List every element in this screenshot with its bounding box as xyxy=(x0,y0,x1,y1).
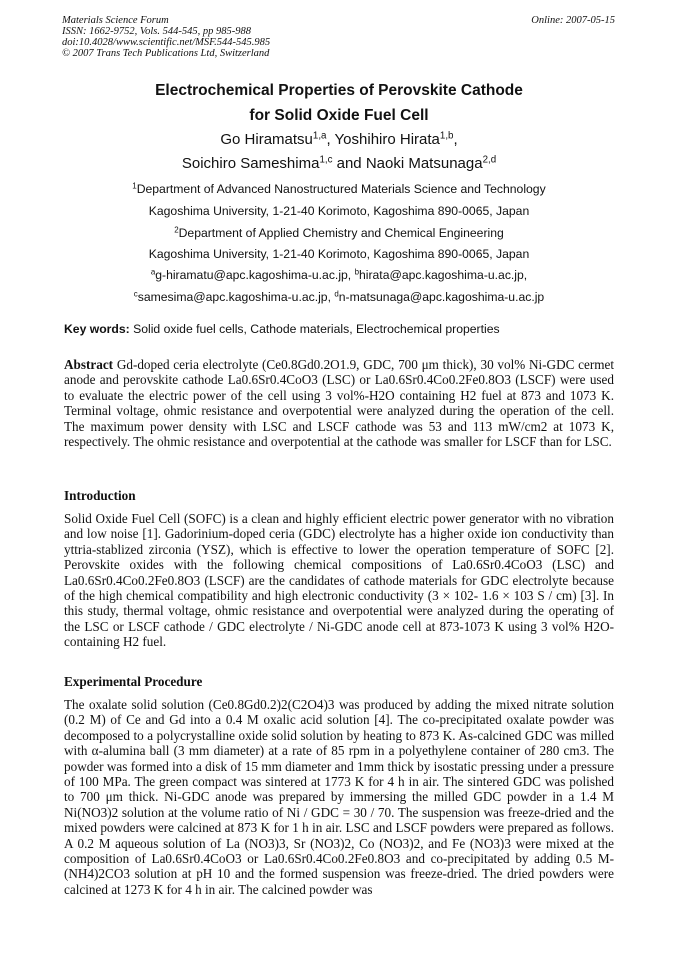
introduction-text: Solid Oxide Fuel Cell (SOFC) is a clean and highly efficient electric power generator with no vibration and low noise [1]. Gadorinium-doped ceria (GDC) electrolyte has a higher oxide ion conductivity than yttria-stablized zirconia (YSZ), which is effective to lower the operation temperature of SOFC [2]. Perovskite oxides with the following chemical compositions of La0.6Sr0.4CoO3 (LSC) and La0.6Sr0.4Co0.2Fe0.8O3 (LSCF) are the candidates of cathode materials for GDC electrolyte because of the high chemical compatibility and high electronic conductivity (3 × 102- 1.6 × 103 S / cm) [3]. In this study, thermal voltage, ohmic resistance and overpotential were analyzed during the operating of the LSC or LSCF cathode / GDC electrolyte / Ni-GDC anode cell at 873-1073 K using 3 vol% H2O- containing H2 fuel. xyxy=(64,511,614,650)
copyright-line: © 2007 Trans Tech Publications Ltd, Switzerland xyxy=(62,48,270,59)
introduction-paragraph xyxy=(64,511,614,650)
affiliation-text: Department of Applied Chemistry and Chemical Engineering xyxy=(178,226,504,240)
affiliation-text: Department of Advanced Nanostructured Materials Science and Technology xyxy=(136,182,546,196)
email-line-2 xyxy=(0,290,678,304)
experimental-paragraph xyxy=(64,697,614,897)
email-address: n-matsunaga@apc.kagoshima-u.ac.jp xyxy=(338,290,545,304)
issn-line: ISSN: 1662-9752, Vols. 544-545, pp 985-988 xyxy=(62,26,251,37)
email-address: hirata@apc.kagoshima-u.ac.jp, xyxy=(358,268,528,282)
authors-line-2 xyxy=(0,155,678,172)
abstract-paragraph xyxy=(64,357,614,449)
affiliation-mark: 1 xyxy=(132,181,137,191)
author-name: Naoki Matsunaga xyxy=(365,155,483,172)
affiliation-2-line-1 xyxy=(0,226,678,240)
author-affiliation-mark: 1,c xyxy=(319,154,333,166)
author-affiliation-mark: 1,a xyxy=(312,130,327,142)
author-affiliation-mark: 1,b xyxy=(439,130,454,142)
affiliation-mark: 2 xyxy=(174,225,179,235)
author-affiliation-mark: 2,d xyxy=(482,154,497,166)
keywords xyxy=(64,322,500,336)
email-address: samesima@apc.kagoshima-u.ac.jp, xyxy=(137,290,331,304)
email-mark: c xyxy=(133,289,138,299)
keywords-text: Solid oxide fuel cells, Cathode materials, Electrochemical properties xyxy=(133,322,500,336)
affiliation-2-line-2: Kagoshima University, 1-21-40 Korimoto, Kagoshima 890-0065, Japan xyxy=(148,247,530,261)
experimental-text: The oxalate solid solution (Ce0.8Gd0.2)2(C2O4)3 was produced by adding the mixed nitrate solution (0.2 M) of Ce and Gd into a 0.4 M oxalic acid solution [4]. The co-precipitated oxalate powder was decomposed to a polycrystalline oxide solid solution by heating to 873 K. As-calcined GDC was milled with α-alumina ball (3 mm diameter) at a rate of 85 rpm in a polyethylene container of 280 cm3. The powder was formed into a disk of 15 mm diameter and 1mm thick by isostatic pressing under a pressure of 100 MPa. The green compact was sintered at 1773 K for 4 h in air. The sintered GDC was polished to 700 μm thick. Ni-GDC anode was prepared by immersing the milled GDC powder in a 1.4 M Ni(NO3)2 solution at the volume ratio of Ni / GDC = 30 / 70. The suspension was freeze-dried and the mixed powders were calcined at 873 K for 1 h in air. LSC and LSCF powders were prepared as follows. A 0.2 M aqueous solution of La (NO3)3, Sr (NO3)2, Co (NO3)2, and Fe (NO3)3 were mixed at the composition of La0.6Sr0.4CoO3 or La0.6Sr0.4Co0.2Fe0.8O3 and co-precipitated by adding 0.5 M-(NH4)2CO3 solution at pH 10 and the formed suspension was freeze-dried. The dried powders were calcined at 1273 K for 4 h in air. The calcined powder was xyxy=(64,697,614,897)
paper-title-line-1: Electrochemical Properties of Perovskite Cathode xyxy=(155,82,523,99)
paper-title-line-2: for Solid Oxide Fuel Cell xyxy=(249,107,429,124)
journal-header xyxy=(62,15,270,59)
email-mark: b xyxy=(354,267,359,277)
author-name: Soichiro Sameshima xyxy=(181,155,320,172)
abstract-text: Gd-doped ceria electrolyte (Ce0.8Gd0.2O1.9, GDC, 700 μm thick), 30 vol% Ni-GDC cermet anode and perovskite cathode La0.6Sr0.4CoO3 (LSC) or La0.6Sr0.4Co0.2Fe0.8O3 (LSCF) were used to evaluate the electric power of the cell using 3 vol%-H2O containing H2 fuel at 873 and 1073 K. Terminal voltage, ohmic resistance and overpotential were analyzed during the operation of the cell. The maximum power density with LSC and LSCF cathode was 53 and 113 mW/cm2 at 1073 K, respectively. The ohmic resistance and overpotential at the cathode was smaller for LSCF than for LSC. xyxy=(64,357,615,450)
affiliation-1-line-2: Kagoshima University, 1-21-40 Korimoto, Kagoshima 890-0065, Japan xyxy=(148,204,530,218)
keywords-label: Key words: xyxy=(64,322,130,336)
email-mark: a xyxy=(150,267,156,277)
affiliation-1-line-1 xyxy=(0,182,678,196)
email-mark: d xyxy=(334,289,339,299)
experimental-heading: Experimental Procedure xyxy=(64,674,203,689)
doi-line: doi:10.4028/www.scientific.net/MSF.544-545.985 xyxy=(62,37,271,48)
online-date: Online: 2007-05-15 xyxy=(531,15,615,26)
author-name: Go Hiramatsu xyxy=(220,131,313,148)
author-name: Yoshihiro Hirata xyxy=(334,131,440,148)
authors-line-1: Go Hiramatsu$^{1,a}$, Yoshihiro Hirata$^{1,b}$, xyxy=(220,130,458,148)
abstract-label: Abstract xyxy=(64,357,114,372)
author-conjunction: and xyxy=(336,155,362,172)
email-address: g-hiramatu@apc.kagoshima-u.ac.jp, xyxy=(155,268,352,282)
journal-name: Materials Science Forum xyxy=(62,15,169,26)
introduction-heading: Introduction xyxy=(64,488,136,503)
email-line-1 xyxy=(0,268,678,282)
